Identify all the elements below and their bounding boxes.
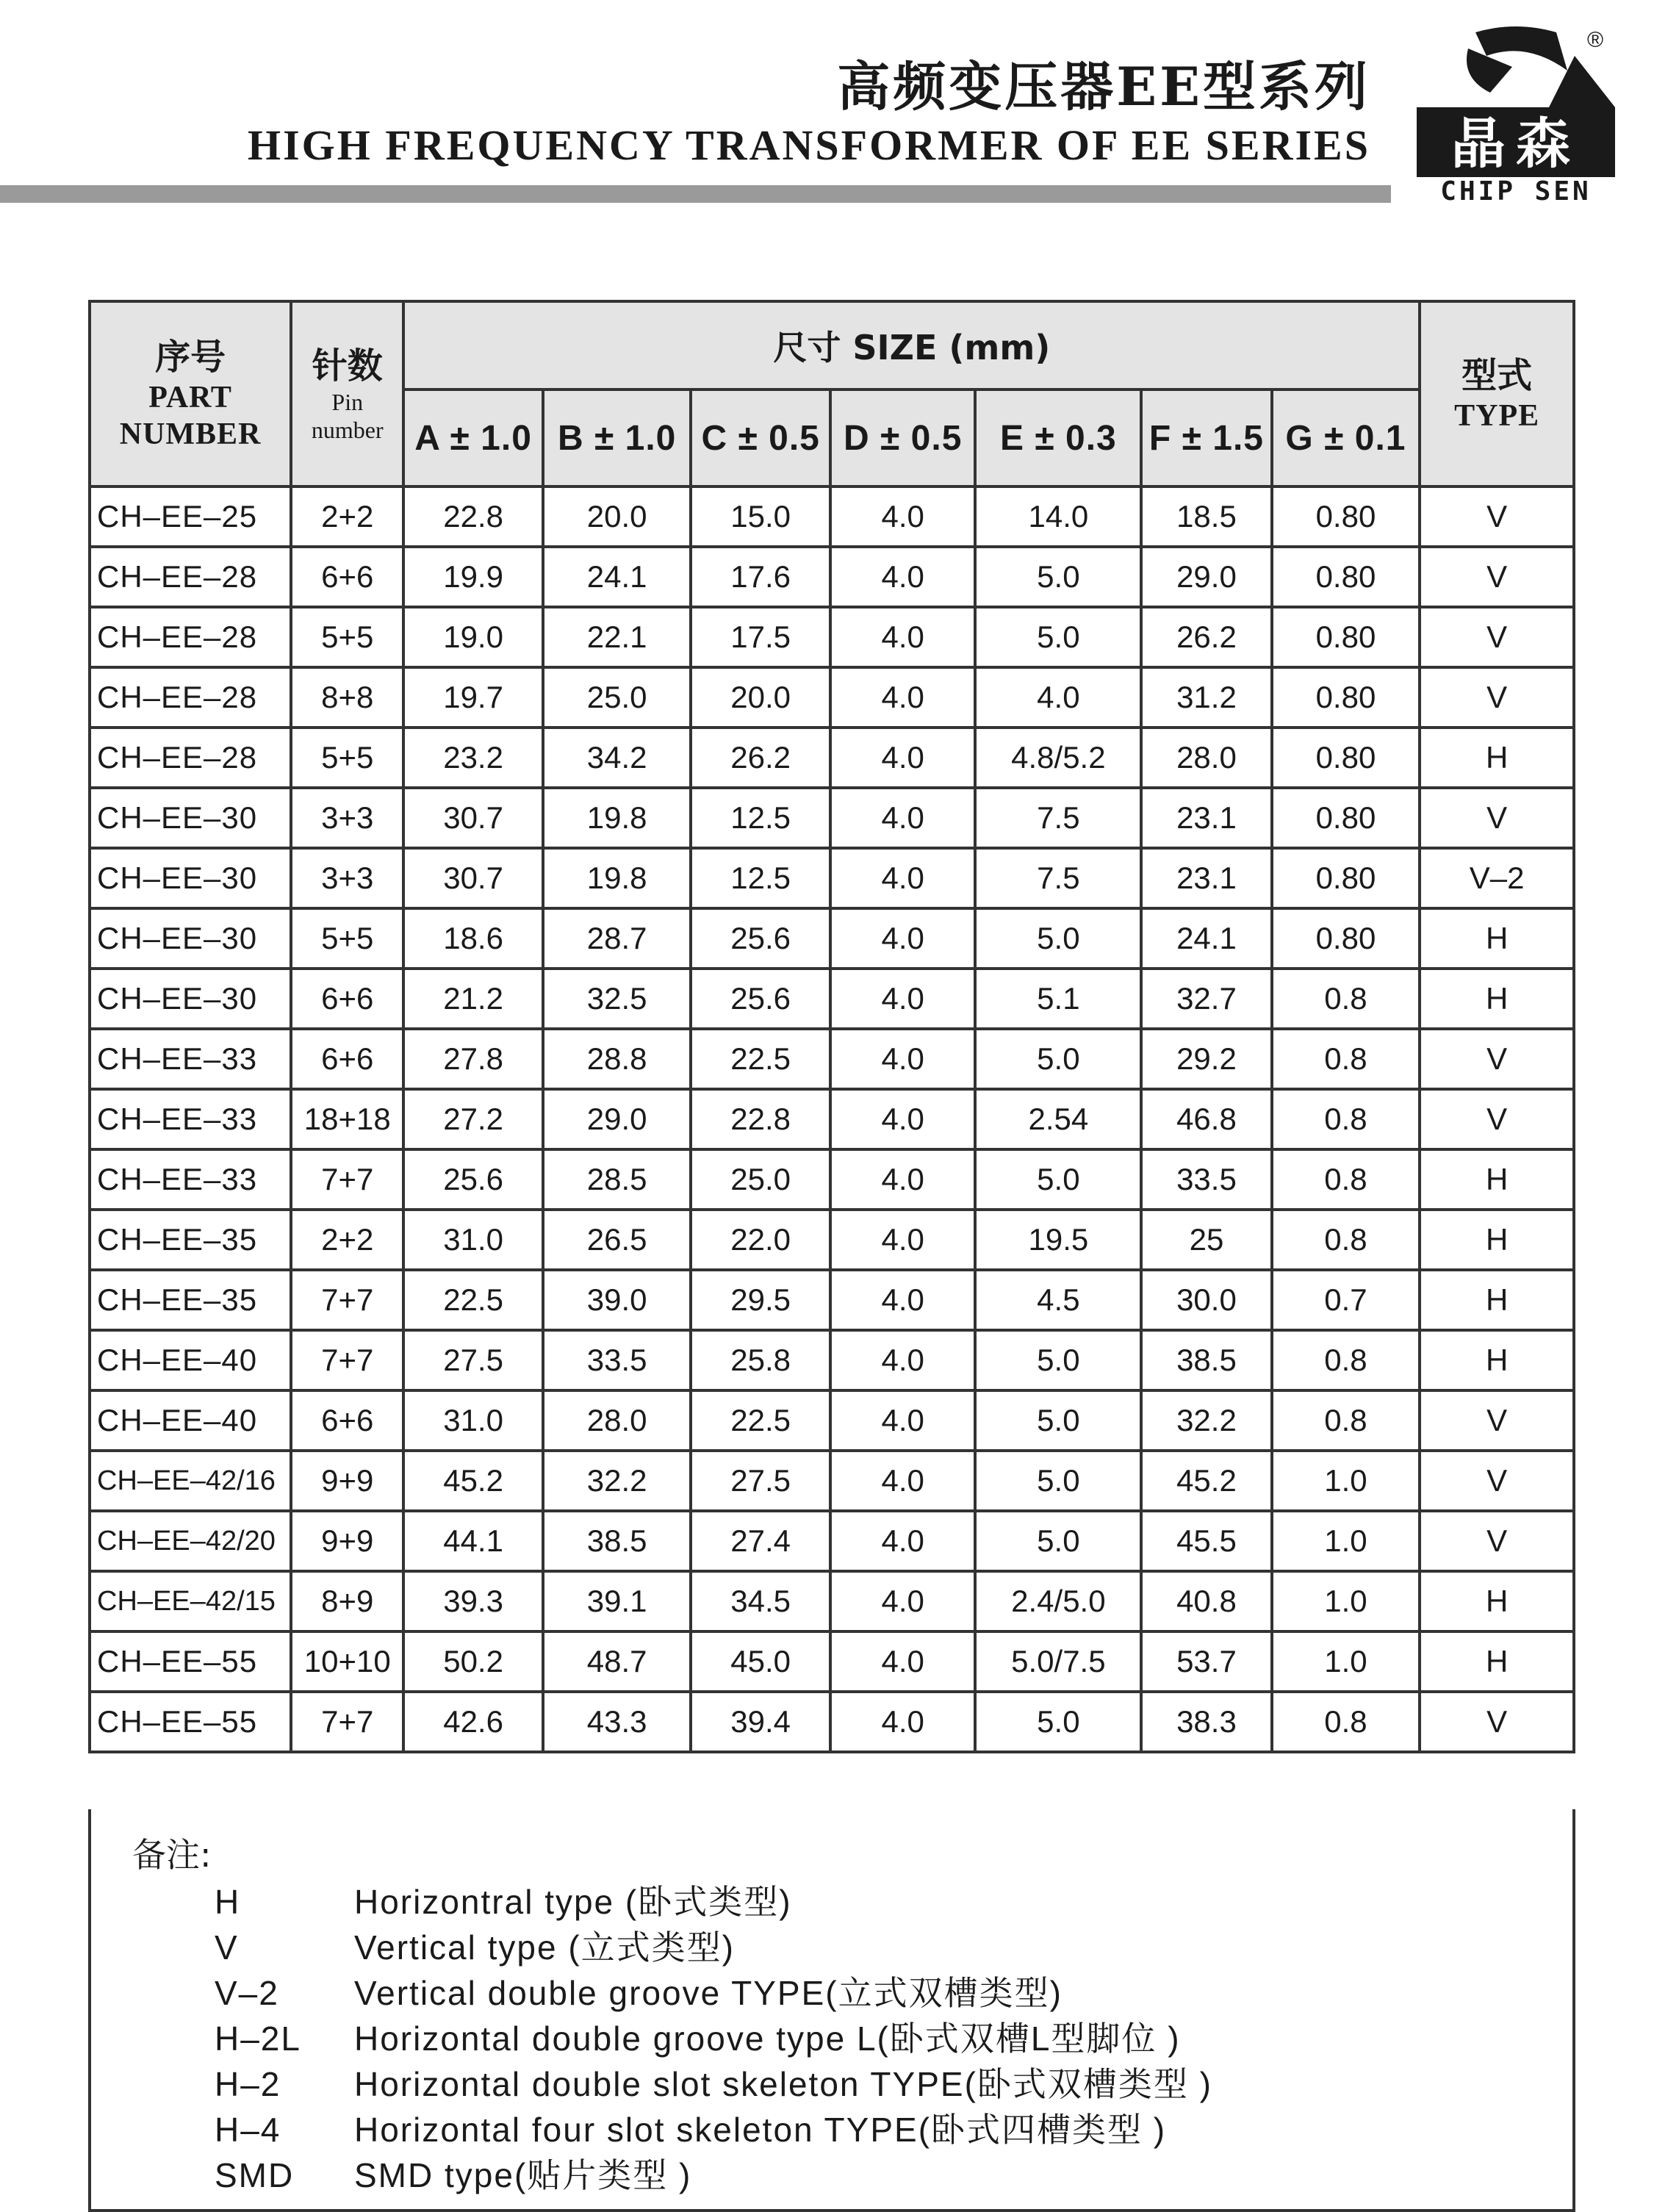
pin-count-cell: 5+5 [291, 607, 403, 667]
dim-c-cell: 26.2 [691, 728, 830, 788]
dim-f-cell: 38.3 [1141, 1692, 1271, 1752]
dim-f-cell: 18.5 [1141, 486, 1271, 547]
pin-count-cell: 10+10 [291, 1631, 403, 1692]
dim-g-cell: 0.8 [1272, 1089, 1420, 1149]
dim-g-cell: 0.80 [1272, 908, 1420, 969]
type-cell: V–2 [1420, 848, 1574, 908]
dim-g-cell: 0.80 [1272, 667, 1420, 728]
dim-g-cell: 0.8 [1272, 1029, 1420, 1089]
dim-g-cell: 1.0 [1272, 1451, 1420, 1511]
dim-f-cell: 31.2 [1141, 667, 1271, 728]
dim-b-cell: 29.0 [543, 1089, 691, 1149]
brand-logo [1417, 26, 1615, 203]
dim-e-cell: 5.0 [975, 908, 1141, 969]
dim-c-cell: 17.6 [691, 547, 830, 607]
table-row [90, 1390, 1574, 1451]
dim-e-cell: 2.54 [975, 1089, 1141, 1149]
part-number-cell: CH–EE–42/15 [90, 1571, 291, 1631]
notes-box [88, 1809, 1575, 2212]
part-number-cell: CH–EE–35 [90, 1210, 291, 1270]
dim-b-cell: 43.3 [543, 1692, 691, 1752]
dim-a-cell: 45.2 [403, 1451, 542, 1511]
dim-d-cell: 4.0 [830, 667, 976, 728]
dim-f-cell: 38.5 [1141, 1330, 1271, 1390]
dim-b-cell: 34.2 [543, 728, 691, 788]
type-cell: V [1420, 1692, 1574, 1752]
dim-d-cell: 4.0 [830, 1692, 976, 1752]
dim-a-cell: 31.0 [403, 1390, 542, 1451]
dim-d-cell: 4.0 [830, 1330, 976, 1390]
part-number-cell: CH–EE–42/16 [90, 1451, 291, 1511]
dim-g-cell: 0.8 [1272, 1149, 1420, 1210]
dim-g-cell: 0.80 [1272, 728, 1420, 788]
part-number-cell: CH–EE–33 [90, 1029, 291, 1089]
dim-f-cell: 45.5 [1141, 1511, 1271, 1571]
dim-f-cell: 28.0 [1141, 728, 1271, 788]
dim-e-cell: 5.0 [975, 547, 1141, 607]
table-row [90, 1270, 1574, 1330]
dim-a-cell: 39.3 [403, 1571, 542, 1631]
dim-a-cell: 31.0 [403, 1210, 542, 1270]
dim-d-cell: 4.0 [830, 486, 976, 547]
part-number-cell: CH–EE–28 [90, 547, 291, 607]
table-row [90, 1571, 1574, 1631]
dim-f-cell: 23.1 [1141, 848, 1271, 908]
table-row [90, 667, 1574, 728]
dim-b-cell: 24.1 [543, 547, 691, 607]
table-row [90, 1451, 1574, 1511]
size-header: 尺寸 SIZE (mm) [403, 301, 1420, 389]
part-number-cell: CH–EE–33 [90, 1089, 291, 1149]
pin-count-cell: 3+3 [291, 788, 403, 848]
dim-a-cell: 19.9 [403, 547, 542, 607]
dim-f-cell: 46.8 [1141, 1089, 1271, 1149]
dim-f-cell: 23.1 [1141, 788, 1271, 848]
pin-count-cell: 2+2 [291, 486, 403, 547]
note-item: H–4 Horizontal four slot skeleton TYPE(卧式四槽类型 ) [215, 2111, 1167, 2149]
type-cell: V [1420, 607, 1574, 667]
dim-e-cell: 2.4/5.0 [975, 1571, 1141, 1631]
pin-count-cell: 18+18 [291, 1089, 403, 1149]
table-row [90, 728, 1574, 788]
dim-f-cell: 53.7 [1141, 1631, 1271, 1692]
dim-a-cell: 50.2 [403, 1631, 542, 1692]
type-cell: V [1420, 547, 1574, 607]
note-item: SMD SMD type(贴片类型 ) [215, 2156, 692, 2194]
dim-d-cell: 4.0 [830, 728, 976, 788]
dim-g-cell: 1.0 [1272, 1631, 1420, 1692]
table-row [90, 969, 1574, 1029]
dim-e-cell: 5.0 [975, 1029, 1141, 1089]
dim-d-cell: 4.0 [830, 607, 976, 667]
type-cell: H [1420, 1330, 1574, 1390]
dim-d-cell: 4.0 [830, 908, 976, 969]
dim-e-cell: 5.0 [975, 1149, 1141, 1210]
dim-e-cell: 19.5 [975, 1210, 1141, 1270]
part-number-cell: CH–EE–28 [90, 728, 291, 788]
dim-c-cell: 22.5 [691, 1029, 830, 1089]
dim-g-cell: 0.8 [1272, 1210, 1420, 1270]
pin-count-cell: 6+6 [291, 547, 403, 607]
dim-d-cell: 4.0 [830, 1631, 976, 1692]
pin-count-cell: 2+2 [291, 1210, 403, 1270]
table-row [90, 908, 1574, 969]
table-row [90, 788, 1574, 848]
dim-b-cell: 19.8 [543, 788, 691, 848]
type-cell: H [1420, 1270, 1574, 1330]
dim-b-cell: 28.7 [543, 908, 691, 969]
dim-g-cell: 0.80 [1272, 788, 1420, 848]
dim-c-cell: 34.5 [691, 1571, 830, 1631]
dim-e-cell: 5.0 [975, 1511, 1141, 1571]
pin-count-cell: 8+8 [291, 667, 403, 728]
dim-g-cell: 0.8 [1272, 1692, 1420, 1752]
dim-b-cell: 32.5 [543, 969, 691, 1029]
dim-b-cell: 28.8 [543, 1029, 691, 1089]
dim-f-cell: 40.8 [1141, 1571, 1271, 1631]
pin-count-cell: 9+9 [291, 1511, 403, 1571]
dim-e-cell: 5.0 [975, 1692, 1141, 1752]
dim-c-cell: 12.5 [691, 848, 830, 908]
type-cell: H [1420, 1571, 1574, 1631]
type-cell: H [1420, 728, 1574, 788]
dim-d-cell: 4.0 [830, 788, 976, 848]
pin-count-cell: 7+7 [291, 1330, 403, 1390]
dim-e-cell: 5.0 [975, 1330, 1141, 1390]
dim-e-cell: 5.1 [975, 969, 1141, 1029]
part-number-cell: CH–EE–35 [90, 1270, 291, 1330]
table-row [90, 1029, 1574, 1089]
dim-e-cell: 5.0 [975, 1451, 1141, 1511]
logo-brand-cn: 晶森 [1451, 112, 1581, 176]
dim-e-cell: 4.8/5.2 [975, 728, 1141, 788]
table-row [90, 1210, 1574, 1270]
note-item: V Vertical type (立式类型) [215, 1928, 735, 1967]
dim-b-cell: 48.7 [543, 1631, 691, 1692]
dim-f-cell: 33.5 [1141, 1149, 1271, 1210]
part-number-header: 序号 PART NUMBER [90, 301, 291, 486]
dim-e-cell: 14.0 [975, 486, 1141, 547]
dim-g-cell: 1.0 [1272, 1511, 1420, 1571]
pin-count-cell: 3+3 [291, 848, 403, 908]
table-row [90, 1511, 1574, 1571]
table-row [90, 607, 1574, 667]
dim-b-cell: 28.5 [543, 1149, 691, 1210]
dim-g-cell: 0.8 [1272, 969, 1420, 1029]
dim-a-cell: 30.7 [403, 788, 542, 848]
dim-d-cell: 4.0 [830, 1270, 976, 1330]
pin-count-cell: 7+7 [291, 1270, 403, 1330]
dim-c-cell: 25.6 [691, 969, 830, 1029]
dim-g-cell: 1.0 [1272, 1571, 1420, 1631]
table-row [90, 1631, 1574, 1692]
pin-count-cell: 6+6 [291, 1029, 403, 1089]
dim-c-cell: 25.6 [691, 908, 830, 969]
type-cell: V [1420, 667, 1574, 728]
table-row [90, 1149, 1574, 1210]
dim-b-cell: 28.0 [543, 1390, 691, 1451]
dim-a-cell: 19.0 [403, 607, 542, 667]
dim-e-cell: 5.0 [975, 607, 1141, 667]
dim-d-cell: 4.0 [830, 1089, 976, 1149]
dim-a-cell: 42.6 [403, 1692, 542, 1752]
part-number-cell: CH–EE–55 [90, 1631, 291, 1692]
pin-count-cell: 9+9 [291, 1451, 403, 1511]
dim-d-cell: 4.0 [830, 1451, 976, 1511]
type-cell: V [1420, 1089, 1574, 1149]
part-number-cell: CH–EE–30 [90, 908, 291, 969]
dim-f-cell: 25 [1141, 1210, 1271, 1270]
dim-g-cell: 0.8 [1272, 1330, 1420, 1390]
part-number-cell: CH–EE–30 [90, 969, 291, 1029]
dim-a-cell: 21.2 [403, 969, 542, 1029]
table-row [90, 1089, 1574, 1149]
notes-title: 备注: [132, 1835, 212, 1875]
dim-d-cell: 4.0 [830, 1149, 976, 1210]
dim-f-cell: 32.2 [1141, 1390, 1271, 1451]
dim-c-cell: 25.8 [691, 1330, 830, 1390]
dim-b-header: B ± 1.0 [543, 389, 691, 486]
dim-b-cell: 22.1 [543, 607, 691, 667]
type-cell: H [1420, 1631, 1574, 1692]
table-row [90, 1330, 1574, 1390]
table-row [90, 547, 1574, 607]
dim-e-cell: 5.0/7.5 [975, 1631, 1141, 1692]
dim-b-cell: 26.5 [543, 1210, 691, 1270]
dim-c-header: C ± 0.5 [691, 389, 830, 486]
dim-g-header: G ± 0.1 [1272, 389, 1420, 486]
dim-b-cell: 25.0 [543, 667, 691, 728]
dim-d-cell: 4.0 [830, 1029, 976, 1089]
dim-c-cell: 25.0 [691, 1149, 830, 1210]
type-cell: V [1420, 1390, 1574, 1451]
dim-f-cell: 29.2 [1141, 1029, 1271, 1089]
pin-number-header: 针数 Pin number [291, 301, 403, 486]
dim-d-cell: 4.0 [830, 547, 976, 607]
type-cell: H [1420, 969, 1574, 1029]
dim-g-cell: 0.7 [1272, 1270, 1420, 1330]
dim-c-cell: 15.0 [691, 486, 830, 547]
type-cell: H [1420, 1210, 1574, 1270]
type-cell: V [1420, 1511, 1574, 1571]
note-item: H–2 Horizontal double slot skeleton TYPE(卧式双槽类型 ) [215, 2065, 1212, 2103]
dim-a-cell: 27.8 [403, 1029, 542, 1089]
part-number-cell: CH–EE–28 [90, 667, 291, 728]
part-number-cell: CH–EE–40 [90, 1390, 291, 1451]
note-item: H–2L Horizontal double groove type L(卧式双槽L型脚位 ) [215, 2019, 1181, 2058]
dim-a-cell: 27.5 [403, 1330, 542, 1390]
pin-count-cell: 6+6 [291, 1390, 403, 1451]
pin-count-cell: 5+5 [291, 728, 403, 788]
dim-c-cell: 29.5 [691, 1270, 830, 1330]
dim-a-cell: 18.6 [403, 908, 542, 969]
dim-c-cell: 27.5 [691, 1451, 830, 1511]
header-divider-bar [0, 185, 1391, 203]
logo-brand-en: CHIP SEN [1440, 176, 1592, 203]
dim-d-cell: 4.0 [830, 1210, 976, 1270]
table-row [90, 1692, 1574, 1752]
table-row [90, 848, 1574, 908]
spec-table [88, 300, 1575, 1753]
dim-g-cell: 0.80 [1272, 547, 1420, 607]
dim-a-cell: 22.5 [403, 1270, 542, 1330]
part-number-cell: CH–EE–30 [90, 788, 291, 848]
pin-count-cell: 5+5 [291, 908, 403, 969]
dim-f-cell: 45.2 [1141, 1451, 1271, 1511]
part-number-cell: CH–EE–40 [90, 1330, 291, 1390]
part-number-cell: CH–EE–28 [90, 607, 291, 667]
dim-a-cell: 22.8 [403, 486, 542, 547]
dim-c-cell: 12.5 [691, 788, 830, 848]
dim-c-cell: 27.4 [691, 1511, 830, 1571]
dim-d-cell: 4.0 [830, 1390, 976, 1451]
dim-e-cell: 4.5 [975, 1270, 1141, 1330]
dim-e-cell: 4.0 [975, 667, 1141, 728]
dim-a-cell: 44.1 [403, 1511, 542, 1571]
dim-c-cell: 17.5 [691, 607, 830, 667]
dim-e-cell: 7.5 [975, 788, 1141, 848]
type-cell: V [1420, 1029, 1574, 1089]
page-title-en: HIGH FREQUENCY TRANSFORMER OF EE SERIES [247, 121, 1370, 169]
dim-c-cell: 22.0 [691, 1210, 830, 1270]
dim-g-cell: 0.8 [1272, 1390, 1420, 1451]
type-cell: V [1420, 486, 1574, 547]
dim-d-header: D ± 0.5 [830, 389, 976, 486]
spec-table-body [90, 486, 1574, 1752]
pin-count-cell: 7+7 [291, 1149, 403, 1210]
dim-d-cell: 4.0 [830, 1571, 976, 1631]
dim-f-cell: 32.7 [1141, 969, 1271, 1029]
dim-f-cell: 26.2 [1141, 607, 1271, 667]
part-number-cell: CH–EE–30 [90, 848, 291, 908]
type-cell: V [1420, 1451, 1574, 1511]
dim-b-cell: 32.2 [543, 1451, 691, 1511]
part-number-cell: CH–EE–42/20 [90, 1511, 291, 1571]
type-cell: H [1420, 1149, 1574, 1210]
dim-g-cell: 0.80 [1272, 607, 1420, 667]
dim-b-cell: 38.5 [543, 1511, 691, 1571]
dim-g-cell: 0.80 [1272, 848, 1420, 908]
dim-c-cell: 22.8 [691, 1089, 830, 1149]
dim-b-cell: 33.5 [543, 1330, 691, 1390]
dim-f-cell: 30.0 [1141, 1270, 1271, 1330]
registered-mark: ® [1587, 28, 1604, 52]
dim-f-cell: 24.1 [1141, 908, 1271, 969]
pin-count-cell: 7+7 [291, 1692, 403, 1752]
dim-e-cell: 7.5 [975, 848, 1141, 908]
dim-e-header: E ± 0.3 [975, 389, 1141, 486]
dim-b-cell: 20.0 [543, 486, 691, 547]
part-number-cell: CH–EE–55 [90, 1692, 291, 1752]
page-title-cn: 高频变压器EE型系列 [837, 55, 1370, 118]
dim-c-cell: 39.4 [691, 1692, 830, 1752]
dim-b-cell: 39.1 [543, 1571, 691, 1631]
dim-b-cell: 39.0 [543, 1270, 691, 1330]
pin-count-cell: 6+6 [291, 969, 403, 1029]
pin-count-cell: 8+9 [291, 1571, 403, 1631]
note-item: H Horizontral type (卧式类型) [215, 1883, 792, 1921]
type-cell: V [1420, 788, 1574, 848]
dim-a-cell: 27.2 [403, 1089, 542, 1149]
dim-a-cell: 25.6 [403, 1149, 542, 1210]
dim-e-cell: 5.0 [975, 1390, 1141, 1451]
dim-a-header: A ± 1.0 [403, 389, 542, 486]
dim-f-cell: 29.0 [1141, 547, 1271, 607]
dim-c-cell: 20.0 [691, 667, 830, 728]
type-header: 型式 TYPE [1420, 301, 1574, 486]
dim-d-cell: 4.0 [830, 969, 976, 1029]
table-row [90, 486, 1574, 547]
dim-a-cell: 30.7 [403, 848, 542, 908]
dim-c-cell: 22.5 [691, 1390, 830, 1451]
dim-a-cell: 19.7 [403, 667, 542, 728]
dim-d-cell: 4.0 [830, 1511, 976, 1571]
part-number-cell: CH–EE–25 [90, 486, 291, 547]
dim-f-header: F ± 1.5 [1141, 389, 1271, 486]
dim-g-cell: 0.80 [1272, 486, 1420, 547]
dim-c-cell: 45.0 [691, 1631, 830, 1692]
dim-b-cell: 19.8 [543, 848, 691, 908]
type-cell: H [1420, 908, 1574, 969]
dim-a-cell: 23.2 [403, 728, 542, 788]
part-number-cell: CH–EE–33 [90, 1149, 291, 1210]
dim-d-cell: 4.0 [830, 848, 976, 908]
note-item: V–2 Vertical double groove TYPE(立式双槽类型) [215, 1974, 1063, 2012]
